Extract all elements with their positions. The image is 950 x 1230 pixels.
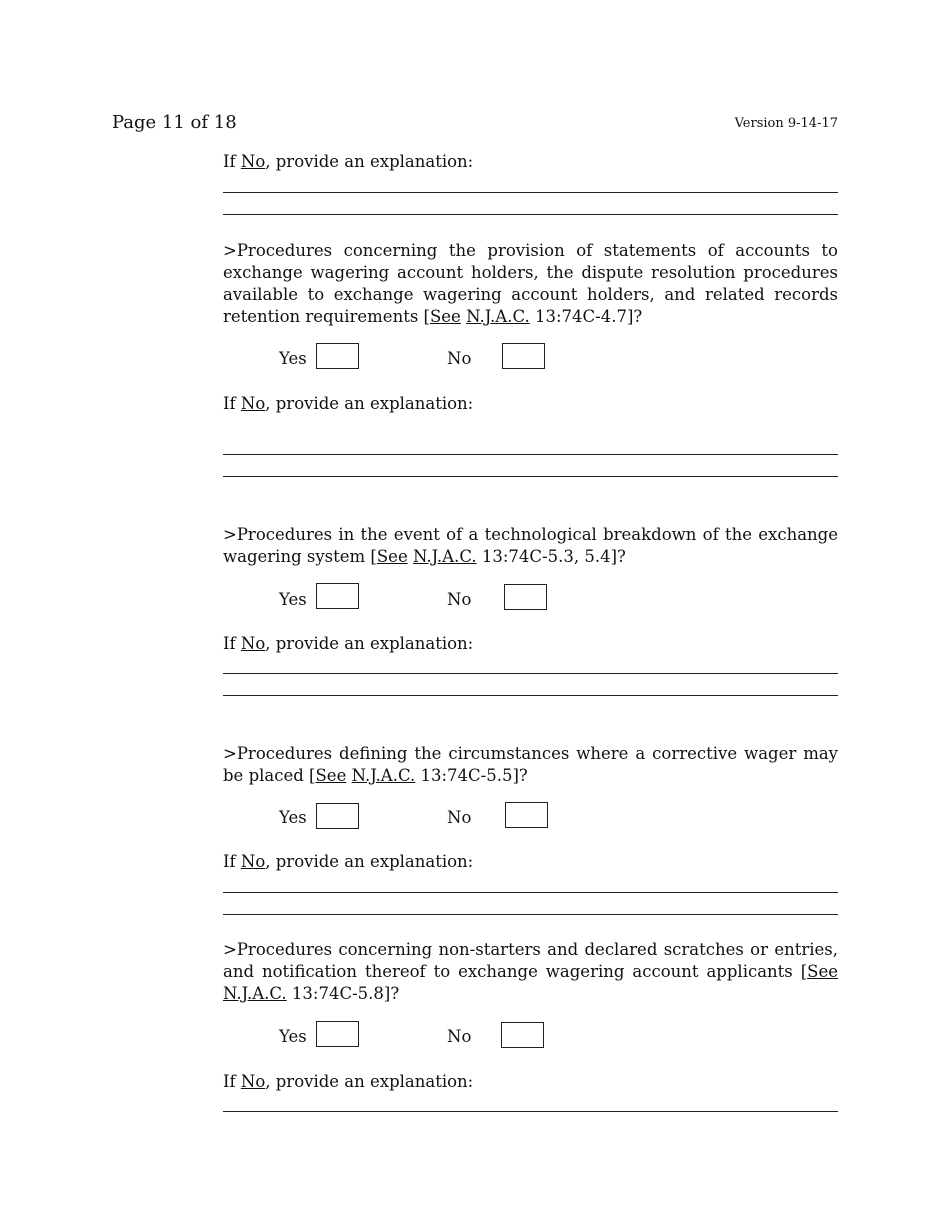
yes-label: Yes xyxy=(279,590,307,609)
explanation-line[interactable] xyxy=(223,914,838,915)
explanation-line[interactable] xyxy=(223,1111,838,1112)
yes-checkbox[interactable] xyxy=(316,1021,359,1047)
yes-checkbox[interactable] xyxy=(316,583,359,609)
version-label: Version 9-14-17 xyxy=(734,116,838,131)
yes-label: Yes xyxy=(279,349,307,368)
question-technological-breakdown: >Procedures in the event of a technological breakdown of the exchange wagering system [See N.J.A.C. 13:74C-5.3, 5.4]? xyxy=(223,525,838,566)
yes-label: Yes xyxy=(279,1027,307,1046)
explanation-line[interactable] xyxy=(223,673,838,674)
question-statements-disputes: >Procedures concerning the provision of statements of accounts to exchange wagering account holders, the dispute resolution procedures available to exchange wagering account holders, and related records retention requirements [See N.J.A.C. 13:74C-4.7]? xyxy=(223,241,838,326)
no-checkbox[interactable] xyxy=(504,584,547,610)
explanation-line[interactable] xyxy=(223,454,838,455)
yes-checkbox[interactable] xyxy=(316,803,359,829)
explanation-prompt: If No, provide an explanation: xyxy=(223,394,474,413)
question-non-starters-scratches: >Procedures concerning non-starters and declared scratches or entries, and notification thereof to exchange wagering account applicants [See N.J.A.C. 13:74C-5.8]? xyxy=(223,940,838,1003)
explanation-prompt: If No, provide an explanation: xyxy=(223,152,474,171)
explanation-line[interactable] xyxy=(223,192,838,193)
explanation-line[interactable] xyxy=(223,695,838,696)
no-label: No xyxy=(447,1027,472,1046)
no-checkbox[interactable] xyxy=(501,1022,544,1048)
explanation-line[interactable] xyxy=(223,892,838,893)
explanation-prompt: If No, provide an explanation: xyxy=(223,1072,474,1091)
no-checkbox[interactable] xyxy=(505,802,548,828)
explanation-line[interactable] xyxy=(223,214,838,215)
no-checkbox[interactable] xyxy=(502,343,545,369)
question-corrective-wager: >Procedures defining the circumstances where a corrective wager may be placed [See N.J.A.C. 13:74C-5.5]? xyxy=(223,744,838,785)
explanation-line[interactable] xyxy=(223,476,838,477)
explanation-prompt: If No, provide an explanation: xyxy=(223,634,474,653)
yes-checkbox[interactable] xyxy=(316,343,359,369)
page-number: Page 11 of 18 xyxy=(112,112,237,133)
no-label: No xyxy=(447,590,472,609)
yes-label: Yes xyxy=(279,808,307,827)
no-label: No xyxy=(447,808,472,827)
no-label: No xyxy=(447,349,472,368)
explanation-prompt: If No, provide an explanation: xyxy=(223,852,474,871)
